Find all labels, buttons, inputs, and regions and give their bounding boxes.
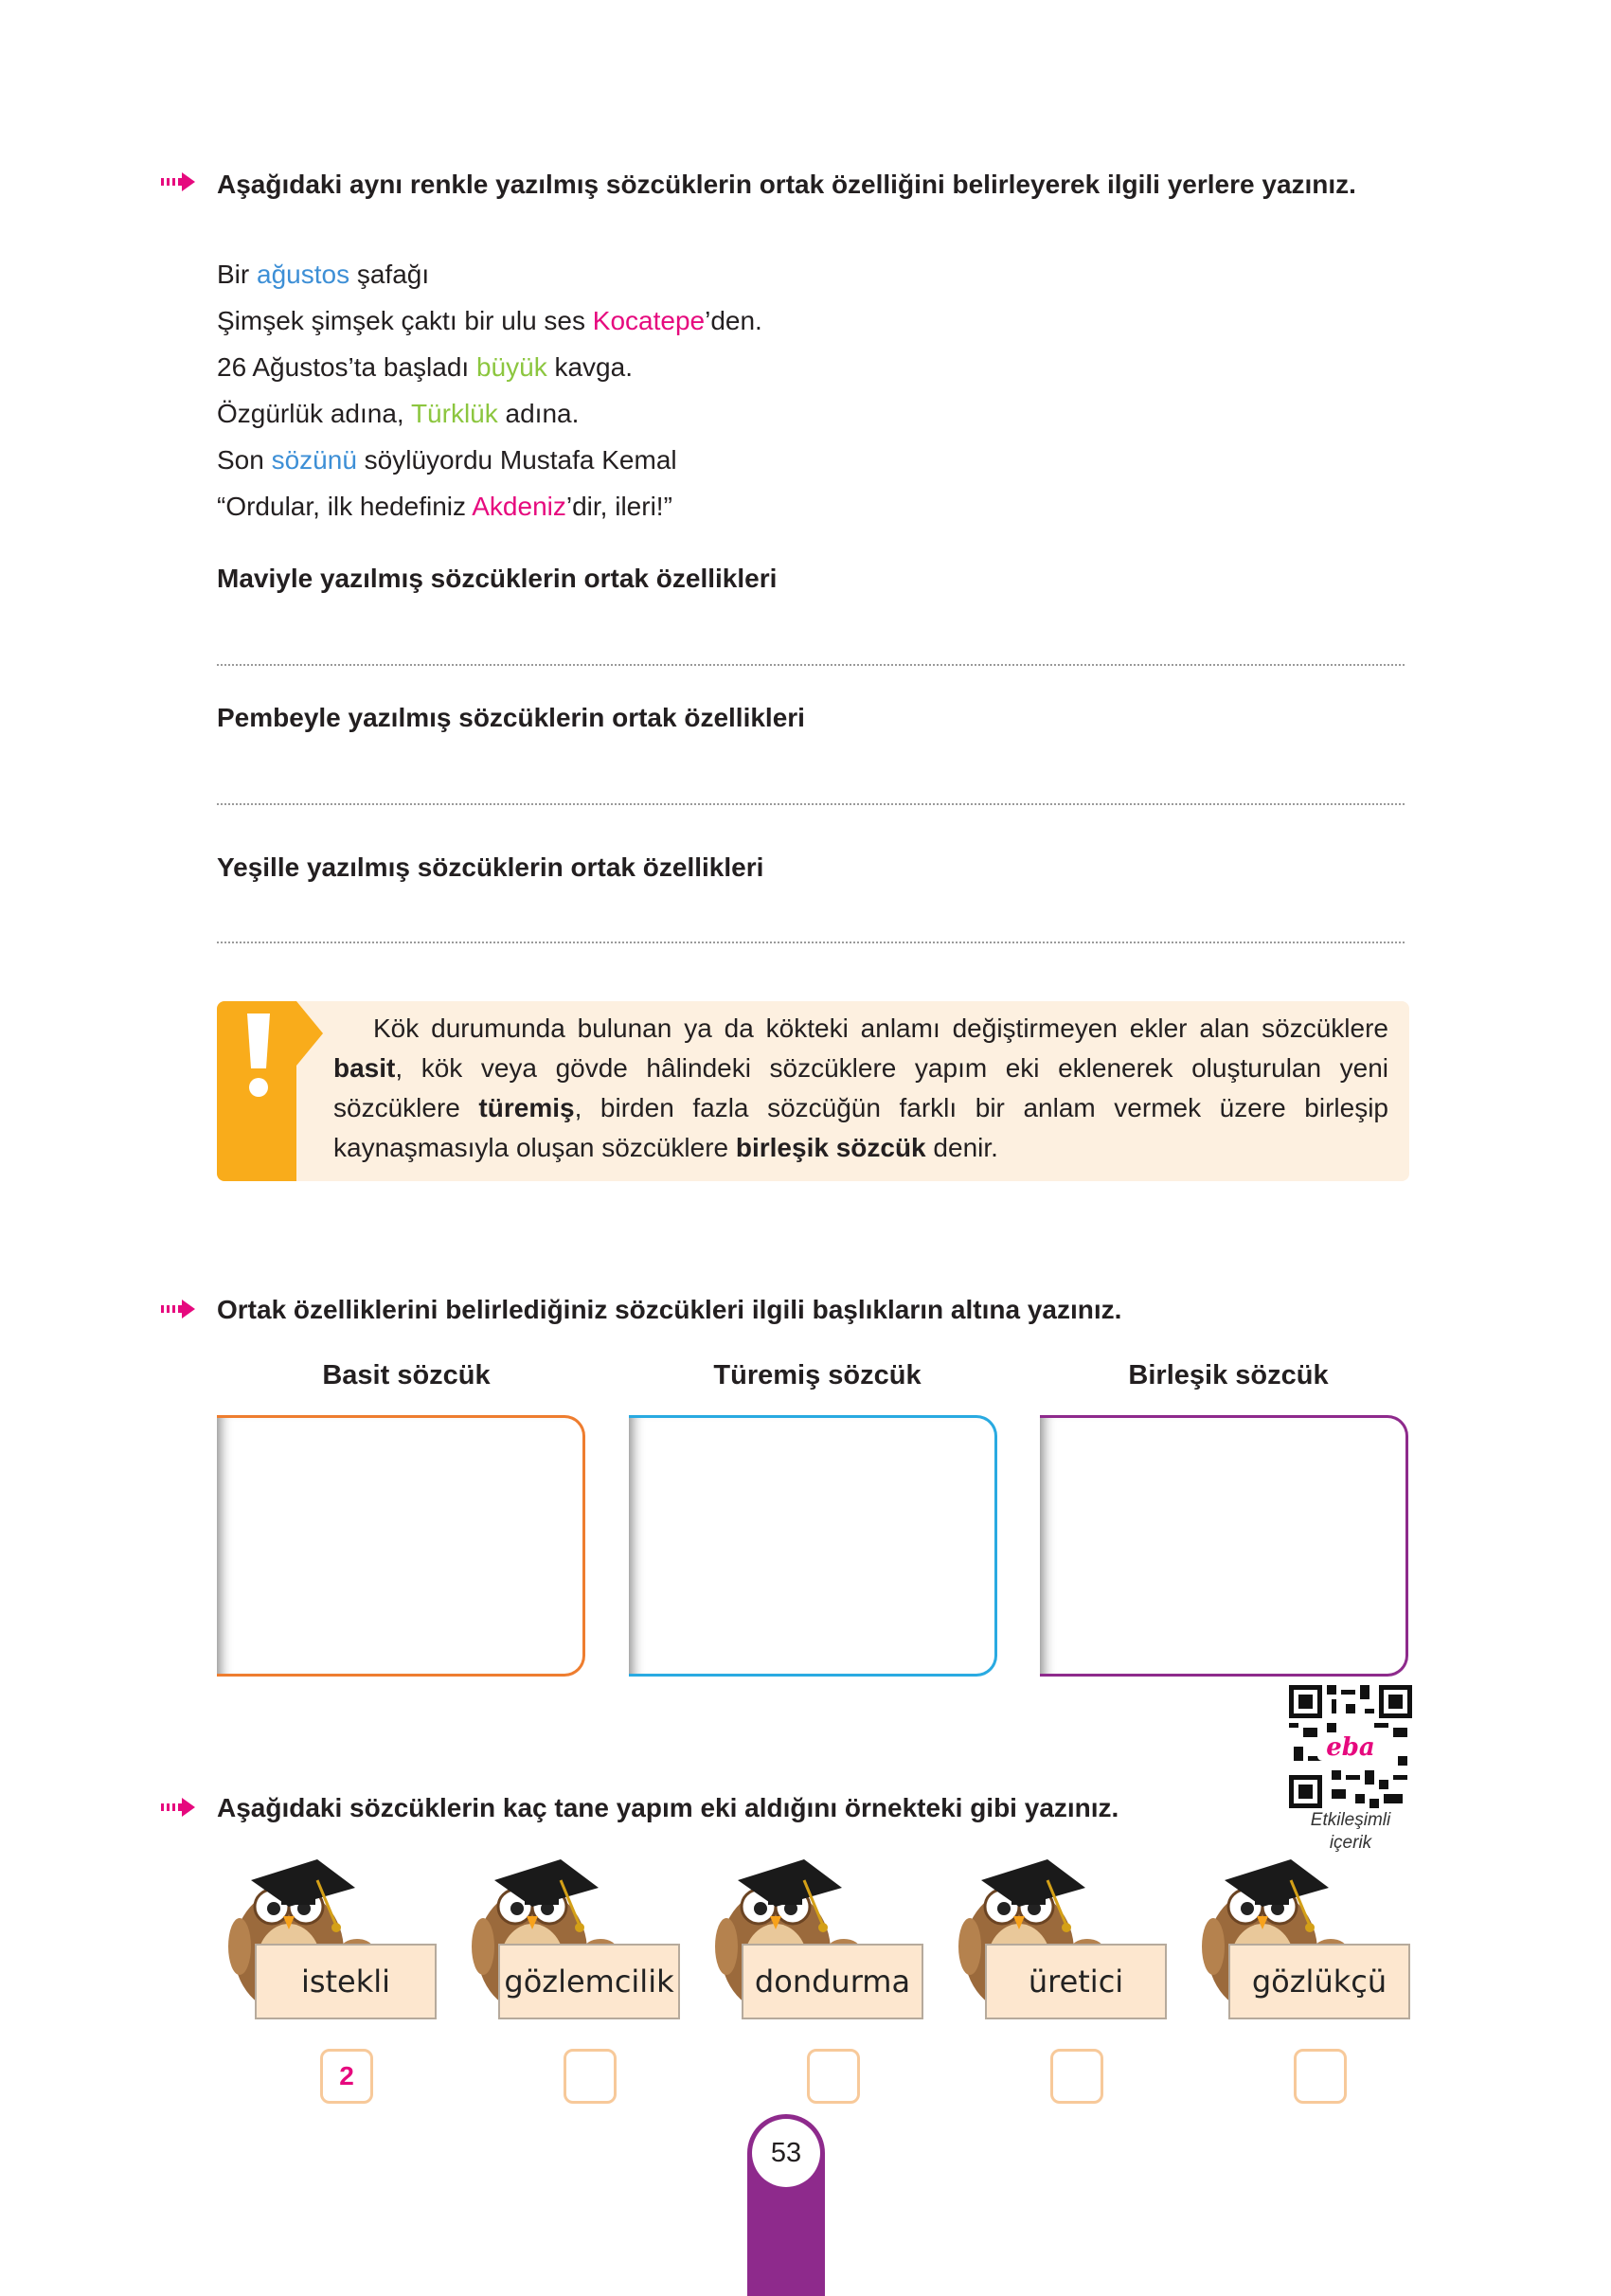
poem-line: Son sözünü söylüyordu Mustafa Kemal: [217, 445, 677, 475]
count-answer-box[interactable]: [807, 2049, 860, 2104]
count-answer-box[interactable]: 2: [320, 2049, 373, 2104]
word-card: gözlükçü: [1228, 1944, 1410, 2019]
poem-line: Bir ağustos şafağı: [217, 260, 430, 289]
green-word: Türklük: [410, 399, 498, 428]
info-note-text: Kök durumunda bulunan ya da kökteki anlamı değiştirmeyen ekler alan sözcüklere basit, kök veya gövde hâlindeki sözcüklere yapım eki eklenerek oluşturulan yeni sözcüklere türemiş, birden fazla sözcüğün farklı bir anlam vermek üzere birleşip kaynaşmasıyla oluşan sözcüklere birleşik sözcük denir.: [333, 1013, 1388, 1162]
green-words-heading: Yeşille yazılmış sözcüklerin ortak özellikleri: [217, 852, 764, 882]
page-number: 53: [752, 2119, 820, 2187]
green-word: büyük: [475, 352, 547, 382]
blue-word: sözünü: [271, 445, 357, 475]
pink-word: Akdeniz: [472, 492, 566, 521]
answer-line-green[interactable]: [217, 942, 1405, 943]
count-answer-box[interactable]: [1294, 2049, 1347, 2104]
exercise2-instruction: Ortak özelliklerini belirlediğiniz sözcükleri ilgili başlıkların altına yazınız.: [217, 1295, 1122, 1324]
word-card: üretici: [985, 1944, 1167, 2019]
poem-line: Özgürlük adına, Türklük adına.: [217, 399, 580, 428]
info-note-notch: [296, 1001, 323, 1066]
answer-box-basit[interactable]: [217, 1415, 585, 1677]
answer-box-birlesik[interactable]: [1040, 1415, 1408, 1677]
count-answer-box[interactable]: [1050, 2049, 1103, 2104]
poem-line: Şimşek şimşek çaktı bir ulu ses Kocatepe’den.: [217, 306, 762, 335]
answer-line-blue[interactable]: [217, 664, 1405, 666]
column-title-turemis: Türemiş sözcük: [713, 1360, 922, 1390]
answer-line-pink[interactable]: [217, 803, 1405, 805]
eba-logo: eba: [1326, 1733, 1375, 1762]
qr-label: Etkileşimli içerik: [1310, 1810, 1391, 1853]
column-title-basit: Basit sözcük: [322, 1360, 491, 1390]
exercise3-instruction: Aşağıdaki sözcüklerin kaç tane yapım eki aldığını örnekteki gibi yazınız.: [217, 1793, 1119, 1822]
word-card: istekli: [255, 1944, 437, 2019]
column-title-birlesik: Birleşik sözcük: [1128, 1360, 1329, 1390]
word-card: dondurma: [742, 1944, 923, 2019]
pink-words-heading: Pembeyle yazılmış sözcüklerin ortak özellikleri: [217, 703, 805, 732]
blue-words-heading: Maviyle yazılmış sözcüklerin ortak özellikleri: [217, 564, 778, 593]
arrow-bullet-icon: [161, 1798, 195, 1817]
count-answer-box[interactable]: [564, 2049, 617, 2104]
word-card: gözlemcilik: [498, 1944, 680, 2019]
exclamation-icon: [244, 1012, 273, 1099]
pink-word: Kocatepe: [592, 306, 706, 335]
poem-line: 26 Ağustos’ta başladı büyük kavga.: [217, 352, 633, 382]
poem-line: “Ordular, ilk hedefiniz Akdeniz’dir, ileri!”: [217, 492, 672, 521]
blue-word: ağustos: [257, 260, 350, 289]
arrow-bullet-icon: [161, 1300, 195, 1318]
exercise1-instruction: Aşağıdaki aynı renkle yazılmış sözcüklerin ortak özelliğini belirleyerek ilgili yerlere yazınız.: [217, 170, 1356, 199]
answer-box-turemis[interactable]: [629, 1415, 997, 1677]
arrow-bullet-icon: [161, 172, 195, 191]
